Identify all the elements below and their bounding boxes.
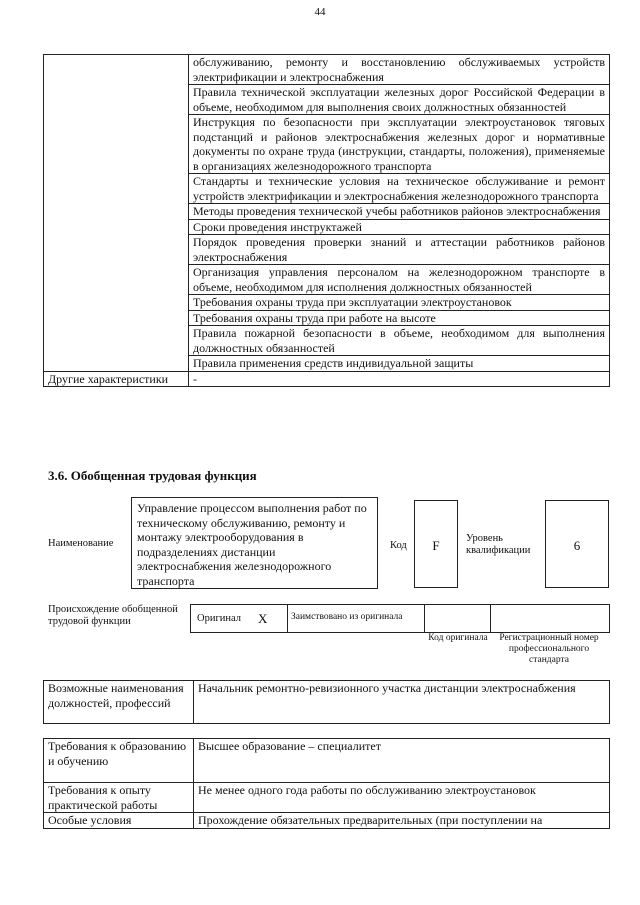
knowledge-item: Правила технической эксплуатации железных дорог Российской Федерации в объеме, необходимом для выполнения своих должностных обязанностей [189, 85, 610, 115]
knowledge-item: Методы проведения технической учебы работников районов электроснабжения [189, 204, 610, 220]
table-row [44, 783, 610, 813]
code-caption: Код оригинала [428, 633, 488, 643]
table-row [44, 371, 610, 387]
other-characteristics-label: Другие характеристики [44, 371, 189, 387]
table-row [44, 55, 610, 85]
reg-number-cell [490, 604, 610, 633]
knowledge-item: Требования охраны труда при работе на высоте [189, 310, 610, 326]
knowledge-item: Стандарты и технические условия на техническое обслуживание и ремонт устройств электрификации и электроснабжения железнодорожного транспорта [189, 174, 610, 204]
knowledge-item: Правила пожарной безопасности в объеме, необходимом для выполнения должностных обязанностей [189, 326, 610, 356]
origin-code-cell [424, 604, 491, 633]
table-row [44, 813, 610, 829]
requirement-label: Требования к образованию и обучению [44, 739, 194, 783]
borrowed-cell [287, 604, 425, 633]
page-number: 44 [314, 6, 326, 18]
requirement-value: Прохождение обязательных предварительных (при поступлении на [194, 813, 610, 829]
borrowed-label: Заимствовано из оригинала [291, 612, 403, 622]
knowledge-item: Организация управления персоналом на железнодорожном транспорте в объеме, необходимом для исполнения должностных обязанностей [189, 265, 610, 295]
original-mark: X [258, 611, 268, 626]
table-row [44, 681, 610, 724]
requirement-label: Требования к опыту практической работы [44, 783, 194, 813]
original-label: Оригинал [197, 613, 241, 624]
positions-table [43, 680, 610, 724]
requirement-label: Особые условия [44, 813, 194, 829]
positions-value: Начальник ремонтно-ревизионного участка дистанции электроснабжения [194, 681, 610, 724]
section-heading: 3.6. Обобщенная трудовая функция [48, 468, 257, 483]
knowledge-item: Сроки проведения инструктажей [189, 219, 610, 235]
requirement-value: Не менее одного года работы по обслуживанию электроустановок [194, 783, 610, 813]
positions-label: Возможные наименования должностей, профессий [44, 681, 194, 724]
knowledge-item: Правила применения средств индивидуальной защиты [189, 356, 610, 372]
level-label: Уровень квалификации [466, 533, 531, 556]
other-characteristics-value: - [189, 371, 610, 387]
function-name-box: Управление процессом выполнения работ по техническому обслуживанию, ремонту и монтажу электрооборудования в подразделениях дистанции электроснабжения железнодорожного транспорта [131, 497, 378, 589]
requirement-value: Высшее образование – специалитет [194, 739, 610, 783]
name-label: Наименование [48, 538, 114, 549]
code-label: Код [390, 540, 407, 551]
requirements-table [43, 738, 610, 829]
knowledge-item: обслуживанию, ремонту и восстановлению обслуживаемых устройств электрификации и электроснабжения [189, 55, 610, 85]
table-row [44, 739, 610, 783]
original-cell [190, 604, 288, 633]
code-box: F [414, 500, 458, 588]
table-label-cell [44, 55, 189, 372]
knowledge-table [43, 54, 610, 387]
knowledge-item: Порядок проведения проверки знаний и аттестации работников районов электроснабжения [189, 235, 610, 265]
knowledge-item: Требования охраны труда при эксплуатации электроустановок [189, 295, 610, 311]
knowledge-item: Инструкция по безопасности при эксплуатации электроустановок тяговых подстанций и районов электроснабжения железных дорог и нормативные документы по охране труда (инструкции, стандарты, положения), применяемые в организациях железнодорожного транспорта [189, 115, 610, 174]
reg-caption: Регистрационный номер профессионального стандарта [499, 633, 599, 665]
level-box: 6 [545, 500, 609, 588]
origin-label: Происхождение обобщенной трудовой функции [48, 604, 178, 627]
